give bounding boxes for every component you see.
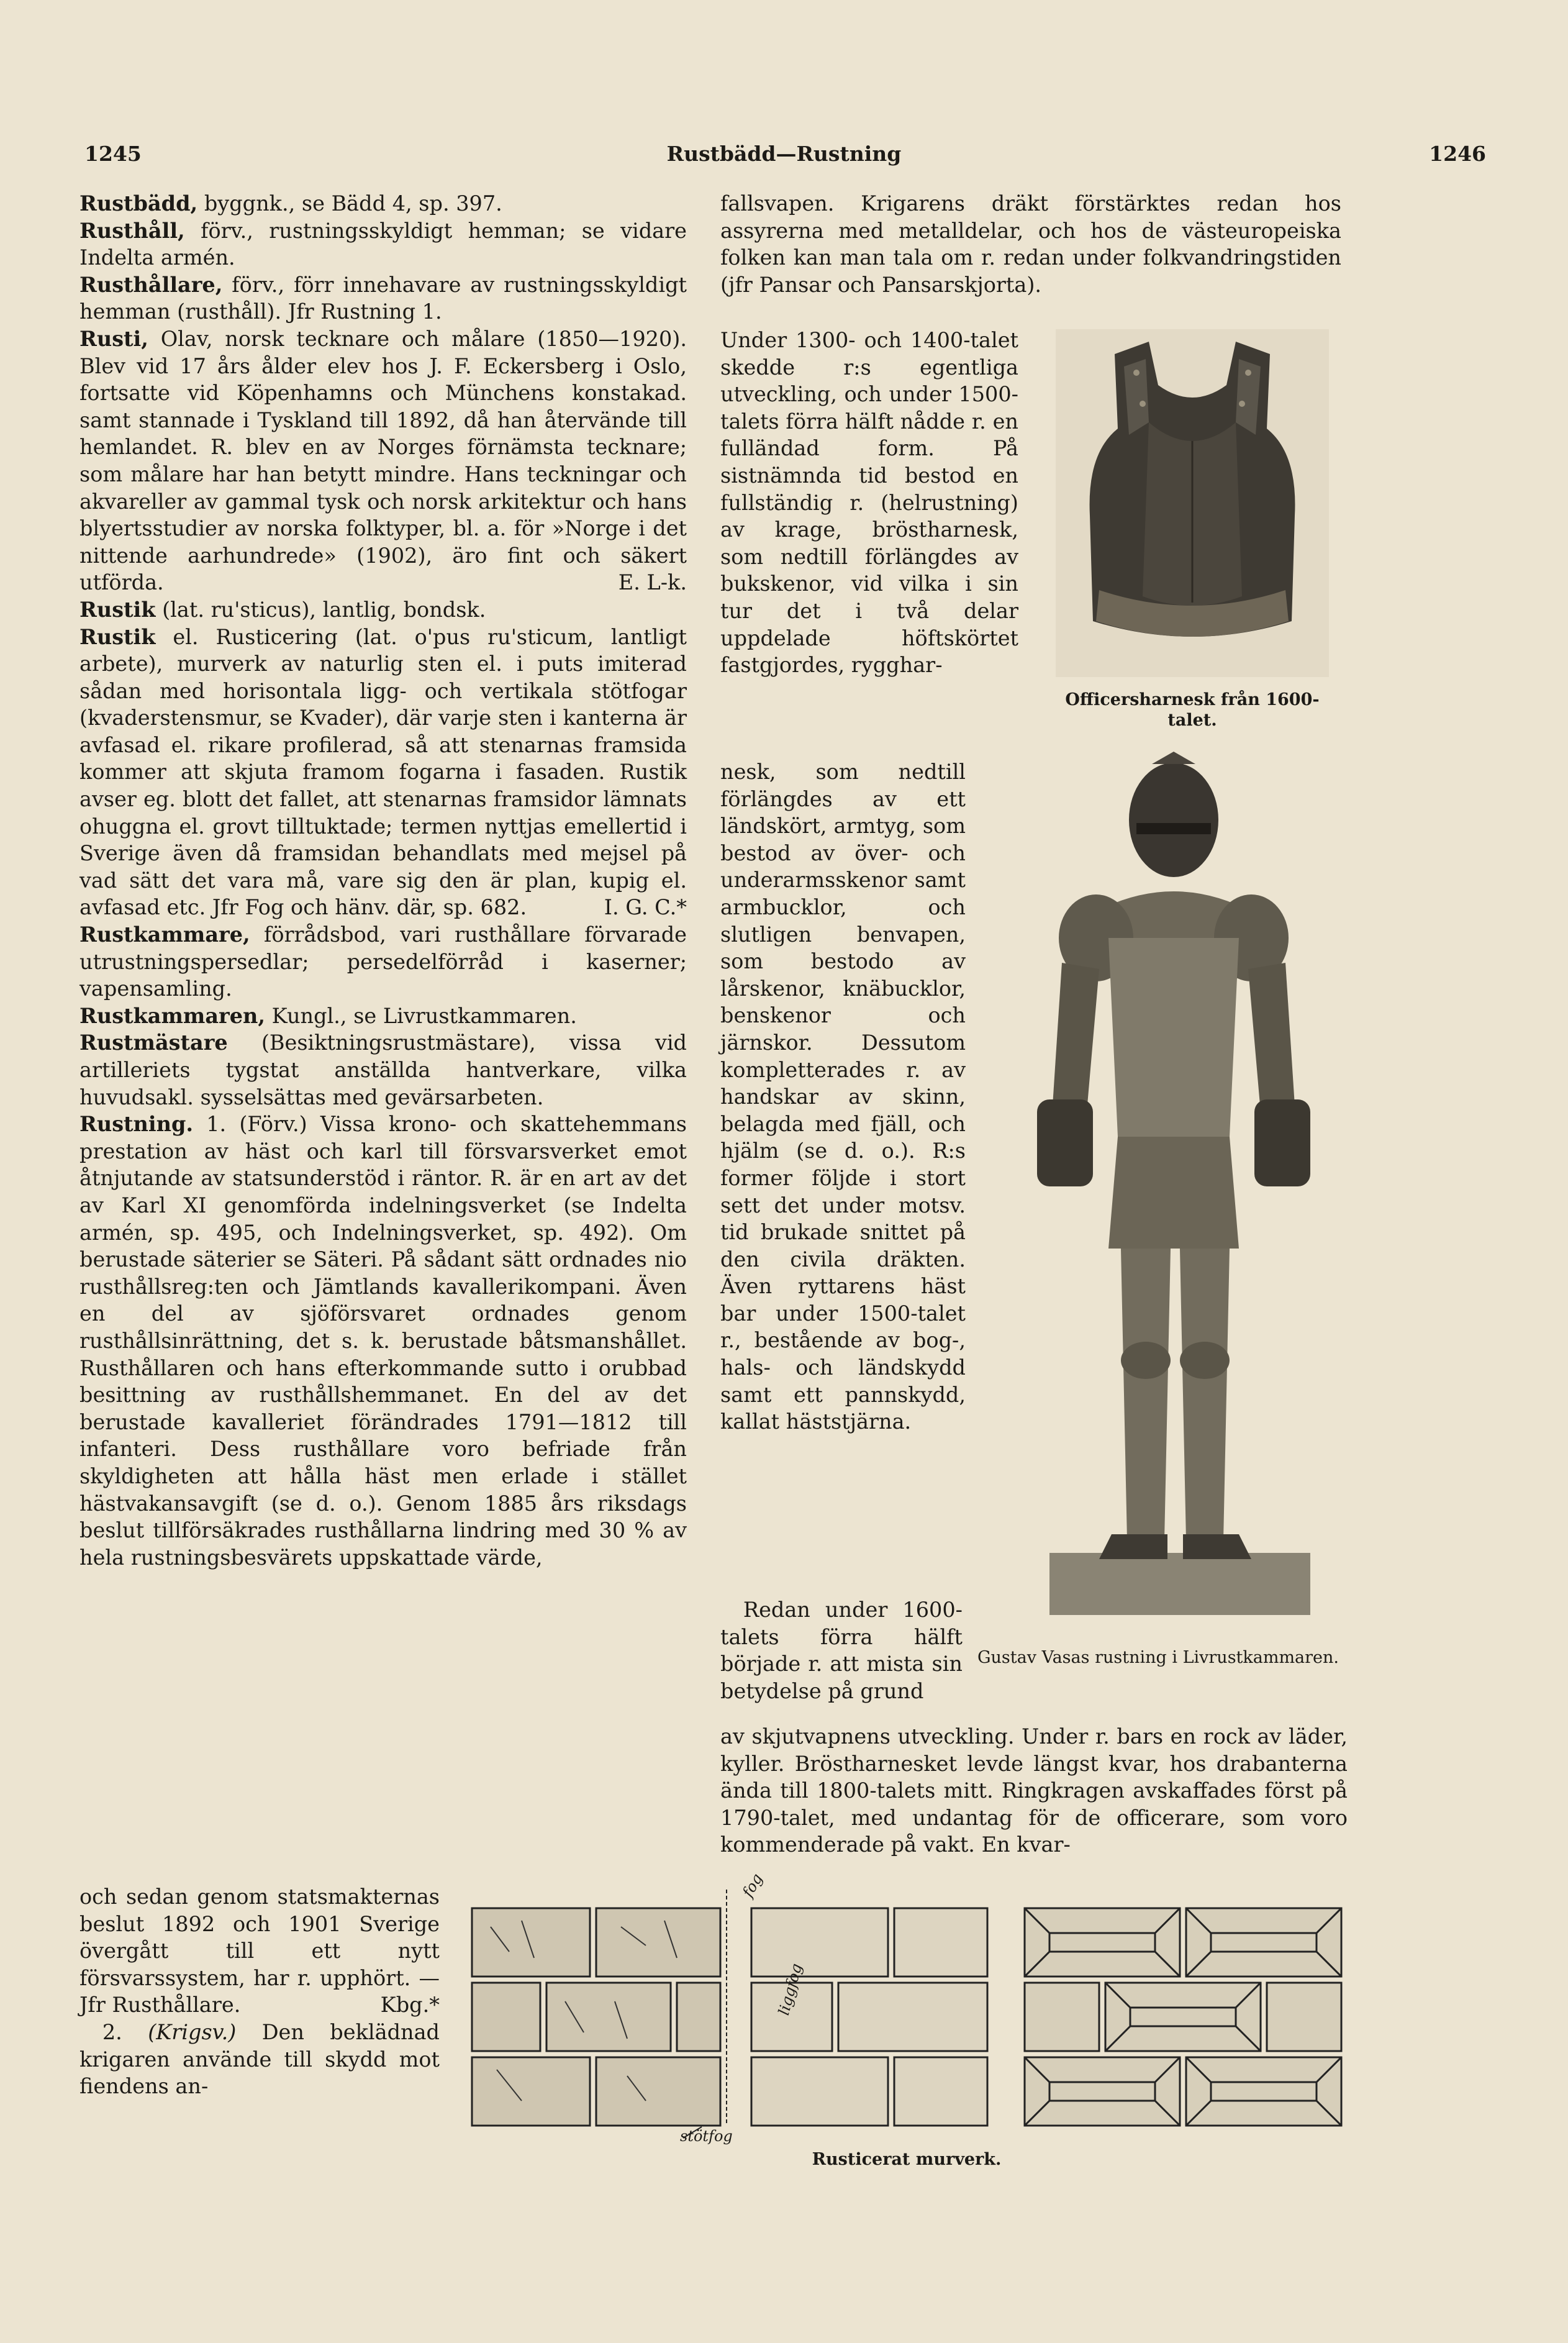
rough-stone-wall — [472, 1908, 720, 2126]
rusticated-masonry-diagram — [466, 1883, 1348, 2144]
entry-text: byggnk., se Bädd 4, sp. 397. — [197, 191, 502, 216]
left-column-bottom — [79, 1883, 440, 2100]
cuirass-photo — [1056, 329, 1329, 677]
headword: Rusthållare, — [79, 272, 223, 297]
right-column-narrow-a — [720, 327, 1018, 679]
running-title: Rustbädd—Rustning — [666, 142, 902, 166]
item-label: (Krigsv.) — [148, 2019, 237, 2044]
entry-rusti — [79, 325, 687, 596]
item-number: 2. — [102, 2019, 122, 2044]
entry-rustmastare — [79, 1029, 687, 1111]
headword: Rustkammaren, — [79, 1003, 266, 1028]
entry-rustning — [79, 1111, 687, 1571]
entry-text: förv., rustningsskyldigt hemman; se vidare Indelta armén. — [79, 218, 687, 270]
headword: Rustkammare, — [79, 922, 250, 947]
headword: Rustik — [79, 624, 156, 649]
page-number-right: 1246 — [1429, 142, 1486, 166]
entry-text: (Besiktningsrustmästare), vissa vid artilleriets tygstat anställda hantverkare, vilka huvudsakl. sysselsättas med gevärsarbeten. — [79, 1030, 687, 1109]
rustning-2-decline: Redan under 1600-talets förra hälft började r. att mista sin betydelse på grund — [720, 1598, 963, 1703]
cuirass-caption: Officersharnesk från 1600-talet. — [1065, 690, 1320, 730]
right-column-top — [720, 190, 1341, 298]
rustning-continued: och sedan genom statsmakternas beslut 1892 och 1901 Sverige övergått till ett nytt försvarssystem, har r. upphört. — Jfr Rusthållare. Kbg.* — [79, 1883, 440, 2019]
headword: Rustning. — [79, 1112, 194, 1137]
right-column-narrow-c — [720, 1596, 963, 1704]
label-stotfog: stötfog — [680, 2127, 733, 2145]
masonry-caption: Rusticerat murverk. — [812, 2150, 1002, 2169]
rustning-2-late: av skjutvapnens utveckling. Under r. bars en rock av läder, kyller. Bröstharnesket levde längst kvar, hos drabanterna ända till 1800-talets mitt. Ringkragen avskaffades först på 1790-talet, med undantag för de officerare, som voro kommenderade på vakt. En kvar- — [720, 1724, 1348, 1857]
entry-rusthallare — [79, 271, 687, 325]
entry-rusthall — [79, 217, 687, 271]
full-armor-photo — [994, 752, 1360, 1640]
entry-text: Olav, norsk tecknare och målare (1850—1920). Blev vid 17 års ålder elev hos J. F. Eckersberg i Oslo, fortsatte vid Köpenhamns och Münchens konstakad. samt stannade i Tyskland till 1892, då han återvände till hemlandet. R. blev en av Norges förnämsta tecknare; som målare har han betytt mindre. Hans teckningar och akvareller av gammal tysk och norsk arkitektur och hans blyertsstudier av norska folktyper, bl. a. för »Norge i det nittende aarhundrede» (1902), äro fint och säkert utförda. — [79, 326, 687, 595]
entry-text: (lat. ru'sticus), lantlig, bondsk. — [155, 597, 486, 622]
rustning-2-intro: fallsvapen. Krigarens dräkt förstärktes redan hos assyrerna med metalldelar, och hos de västeuropeiska folken kan man tala om r. redan under folkvandringstiden (jfr Pansar och Pansarskjorta). — [720, 191, 1341, 297]
entry-rustkammaren — [79, 1003, 687, 1030]
headword: Rusthåll, — [79, 218, 185, 243]
left-column — [79, 190, 687, 1571]
headword: Rustmästare — [79, 1030, 228, 1055]
armor-caption: Gustav Vasas rustning i Livrustkammaren. — [977, 1648, 1339, 1667]
item-text: Den beklädnad krigaren använde till skydd mot fiendens an- — [79, 2019, 440, 2099]
rustning-2-development: Under 1300- och 1400-talet skedde r:s egentliga utveckling, och under 1500-talets förra hälft nådde r. en fulländad form. På sistnämnda tid bestod en fullständig r. (helrustning) av krage, bröstharnesk, som nedtill förlängdes av bukskenor, vid vilka i sin tur det i två delar uppdelade höftskörtet fastgjordes, rygghar- — [720, 328, 1018, 678]
rustning-2-components: nesk, som nedtill förlängdes av ett ländskört, armtyg, som bestod av över- och underarmsskenor samt armbucklor, och slutligen benvapen, som bestodo av lårskenor, knäbucklor, benskenor och järnskor. Dessutom kompletterades r. av handskar av skinn, belagda med fjäll, och hjälm (se d. o.). R:s former följde i stort sett det under motsv. tid brukade snittet på den civila dräkten. Även ryttarens häst bar under 1500-talet r., bestående av bog-, hals- och ländskydd samt ett pannskydd, kallat häststjärna. — [720, 760, 966, 1434]
chamfered-stone-wall — [751, 1908, 987, 2126]
right-column-bottom — [720, 1723, 1348, 1858]
entry-rustbadd — [79, 190, 687, 217]
author-signature: Kbg.* — [380, 1993, 440, 2018]
entry-text: förrådsbod, vari rusthållare förvarade utrustningspersedlar; persedelförråd i kaserner; vapensamling. — [79, 922, 687, 1001]
label-fog: fog — [739, 1870, 766, 1900]
headword: Rustik — [79, 597, 156, 622]
headword: Rustbädd, — [79, 191, 198, 216]
right-column-narrow-b — [720, 758, 966, 1435]
author-signature: E. L-k. — [618, 570, 687, 595]
entry-rustik-1 — [79, 596, 687, 624]
entry-text: förv., förr innehavare av rustningsskyldigt hemman (rusthåll). Jfr Rustning 1. — [79, 272, 687, 324]
entry-text: 1. (Förv.) Vissa krono- och skattehemmans prestation av häst och karl till försvarsverket emot åtnjutande av statsunderstöd i räntor. R. är en art av det av Karl XI genomförda indelningsverket (se Indelta armén, sp. 495, och Indelningsverket, sp. 492). Om berustade säterier se Säteri. På sådant sätt ordnades nio rusthållsreg:ten och Jämtlands kavallerikompani. Även en del av sjöförsvaret ordnades genom rusthållsinrättning, det s. k. berustade båtsmanshållet. Rusthållaren och hans efterkommande sutto i orubbad besittning av rusthållshemmanet. En del av det berustade kavalleriet förändrades 1791—1812 till infanteri. Dess rusthållare voro befriade från skyldigheten att hålla häst men erlade i stället hästvakansavgift (se d. o.). Genom 1885 års riksdags beslut tillförsäkrades rusthållarna lindring med 30 % av hela rustningsbesvärets uppskattade värde, — [79, 1112, 687, 1570]
headword: Rusti, — [79, 326, 148, 351]
entry-text: el. Rusticering (lat. o'pus ru'sticum, lantligt arbete), murverk av naturlig sten el. i puts imiterad sådan med horisontala ligg- och vertikala stötfogar (kvaderstensmur, se Kvader), där varje sten i kanterna är avfasad el. rikare profilerad, så att stenarnas framsida kommer att skjuta framom fogarna i fasaden. Rustik avser eg. blott det fallet, att stenarnas framsidor lämnats ohuggna el. grovt tilltuktade; termen nyttjas emellertid i Sverige även då framsidan behandlats med mejsel på vad sätt det vara må, vare sig den är plan, kupig el. avfasad etc. Jfr Fog och hänv. där, sp. 682. — [79, 624, 687, 920]
entry-rustkammare — [79, 921, 687, 1003]
label-liggfog: liggfog — [775, 1962, 805, 2018]
page-number-left: 1245 — [84, 142, 142, 166]
entry-rustik-2 — [79, 624, 687, 922]
author-signature: I. G. C.* — [604, 895, 687, 920]
entry-text: Kungl., se Livrustkammaren. — [265, 1003, 577, 1028]
rustning-item-2 — [79, 2019, 440, 2100]
